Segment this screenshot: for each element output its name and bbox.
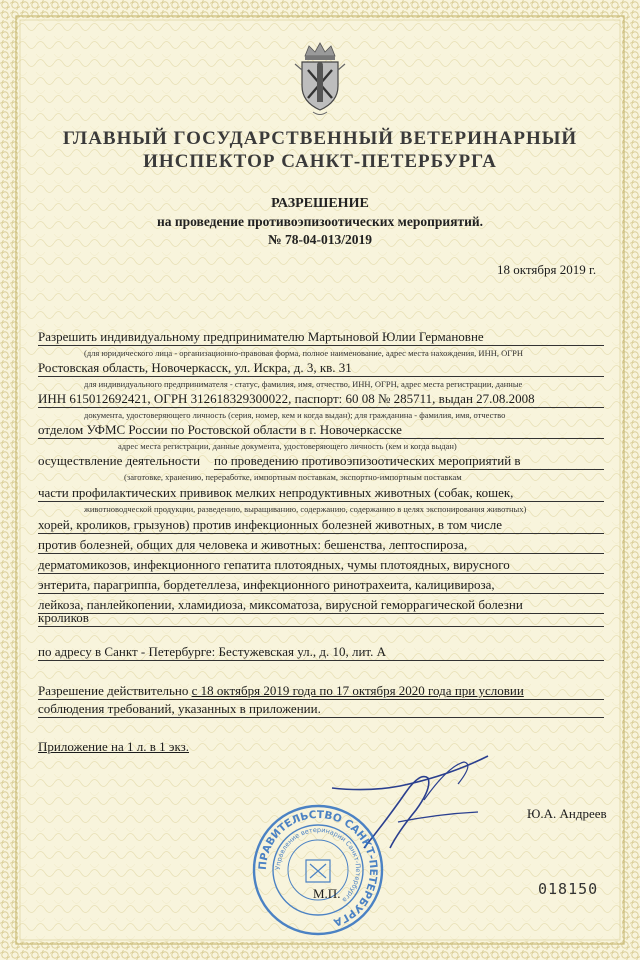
activity-underline6 [38, 593, 604, 594]
document-subtitle: на проведение противоэпизоотических мероприятий. [156, 214, 484, 229]
validity-period: с 18 октября 2019 года по 17 октября 2020 года [191, 683, 452, 698]
issuer-underline [38, 438, 604, 439]
activity-line6: энтерита, парагриппа, бордетеллеза, инфекционного ринотрахеита, калицивироза, [38, 577, 495, 592]
location-line: по адресу в Санкт - Петербурге: Бестужевская ул., д. 10, лит. А [38, 644, 387, 659]
seal-ring-text: ПРАВИТЕЛЬСТВО САНКТ-ПЕТЕРБУРГА [256, 808, 380, 929]
activity-line5: дерматомикозов, инфекционного гепатита плотоядных, чумы плотоядных, вирусного [38, 557, 510, 572]
issuer-heading-line1: ГЛАВНЫЙ ГОСУДАРСТВЕННЫЙ ВЕТЕРИНАРНЫЙ [62, 128, 578, 149]
ids-line: ИНН 615012692421, ОГРН 312618329300022, паспорт: 60 08 № 285711, выдан 27.08.2008 [38, 391, 535, 406]
document-title: РАЗРЕШЕНИЕ [271, 196, 369, 211]
ids-caption: документа, удостоверяющего личность (серия, номер, кем и когда выдан); для гражданина - фамилия, имя, отчество [84, 410, 506, 420]
address-underline [38, 376, 604, 377]
activity-underline8 [38, 626, 604, 627]
recipient-caption: (для юридического лица - организационно-правовая форма, полное наименование, адрес места нахождения, ИНН, ОГРН [84, 348, 524, 358]
validity-underline1 [38, 699, 604, 700]
activity-underline5 [38, 573, 604, 574]
recipient-line: Разрешить индивидуальному предпринимателю Мартыновой Юлии Германовне [38, 329, 484, 344]
validity-tail: при условии [451, 683, 524, 698]
activity-underline7 [38, 613, 604, 614]
activity-line8: кроликов [38, 610, 89, 625]
seal-inner-text: Управление ветеринарии Санкт-Петербурга [273, 825, 363, 905]
validity-line2: соблюдения требований, указанных в приложении. [38, 701, 321, 716]
stamp-placeholder-label: М.П. [313, 886, 341, 901]
activity-underline2 [38, 501, 604, 502]
document-serial-number: 018150 [538, 880, 599, 898]
validity-underline2 [38, 717, 604, 718]
activity-caption1: (заготовке, хранению, переработке, импортным поставкам, экспортно-импортным поставкам [124, 472, 462, 482]
activity-line1: по проведению противоэпизоотических мероприятий в [214, 453, 521, 468]
activity-line7: лейкоза, панлейкопении, хламидиоза, миксоматоза, вирусной геморрагической болезни [38, 597, 523, 612]
validity-lead: Разрешение действительно [38, 683, 189, 698]
address-line: Ростовская область, Новочеркасск, ул. Искра, д. 3, кв. 31 [38, 360, 352, 375]
document-number: № 78-04-013/2019 [268, 232, 372, 247]
activity-line2: части профилактических прививок мелких непродуктивных животных (собак, кошек, [38, 485, 514, 500]
official-stamp-seal [248, 800, 388, 940]
issuer-heading-line2: ИНСПЕКТОР САНКТ-ПЕТЕРБУРГА [143, 151, 497, 172]
activity-underline3 [38, 533, 604, 534]
issuer-line: отделом УФМС России по Ростовской области в г. Новочеркасске [38, 422, 402, 437]
activity-line3: хорей, кроликов, грызунов) против инфекционных болезней животных, в том числе [38, 517, 503, 532]
issue-date: 18 октября 2019 г. [497, 262, 597, 277]
activity-caption2: животноводческой продукции, разведению, выращиванию, содержанию, содержанию в целях экспонирования животных) [84, 504, 527, 514]
activity-lead: осуществление деятельности [38, 453, 201, 468]
activity-underline1 [214, 469, 604, 470]
coat-of-arms-emblem [293, 40, 347, 118]
validity-line [38, 683, 524, 699]
location-underline [38, 660, 604, 661]
recipient-underline [38, 345, 604, 346]
issuer-caption: адрес места регистрации, данные документа, удостоверяющего личность (кем и когда выдан) [118, 441, 457, 451]
activity-line4: против болезней, общих для человека и животных: бешенства, лептоспироза, [38, 537, 468, 552]
appendix-note: Приложение на 1 л. в 1 экз. [38, 739, 189, 754]
ids-underline [38, 407, 604, 408]
address-caption: для индивидуального предпринимателя - статус, фамилия, имя, отчество, ИНН, ОГРН, адрес места регистрации, данные [84, 379, 523, 389]
signatory-name: Ю.А. Андреев [527, 806, 607, 821]
activity-underline4 [38, 553, 604, 554]
